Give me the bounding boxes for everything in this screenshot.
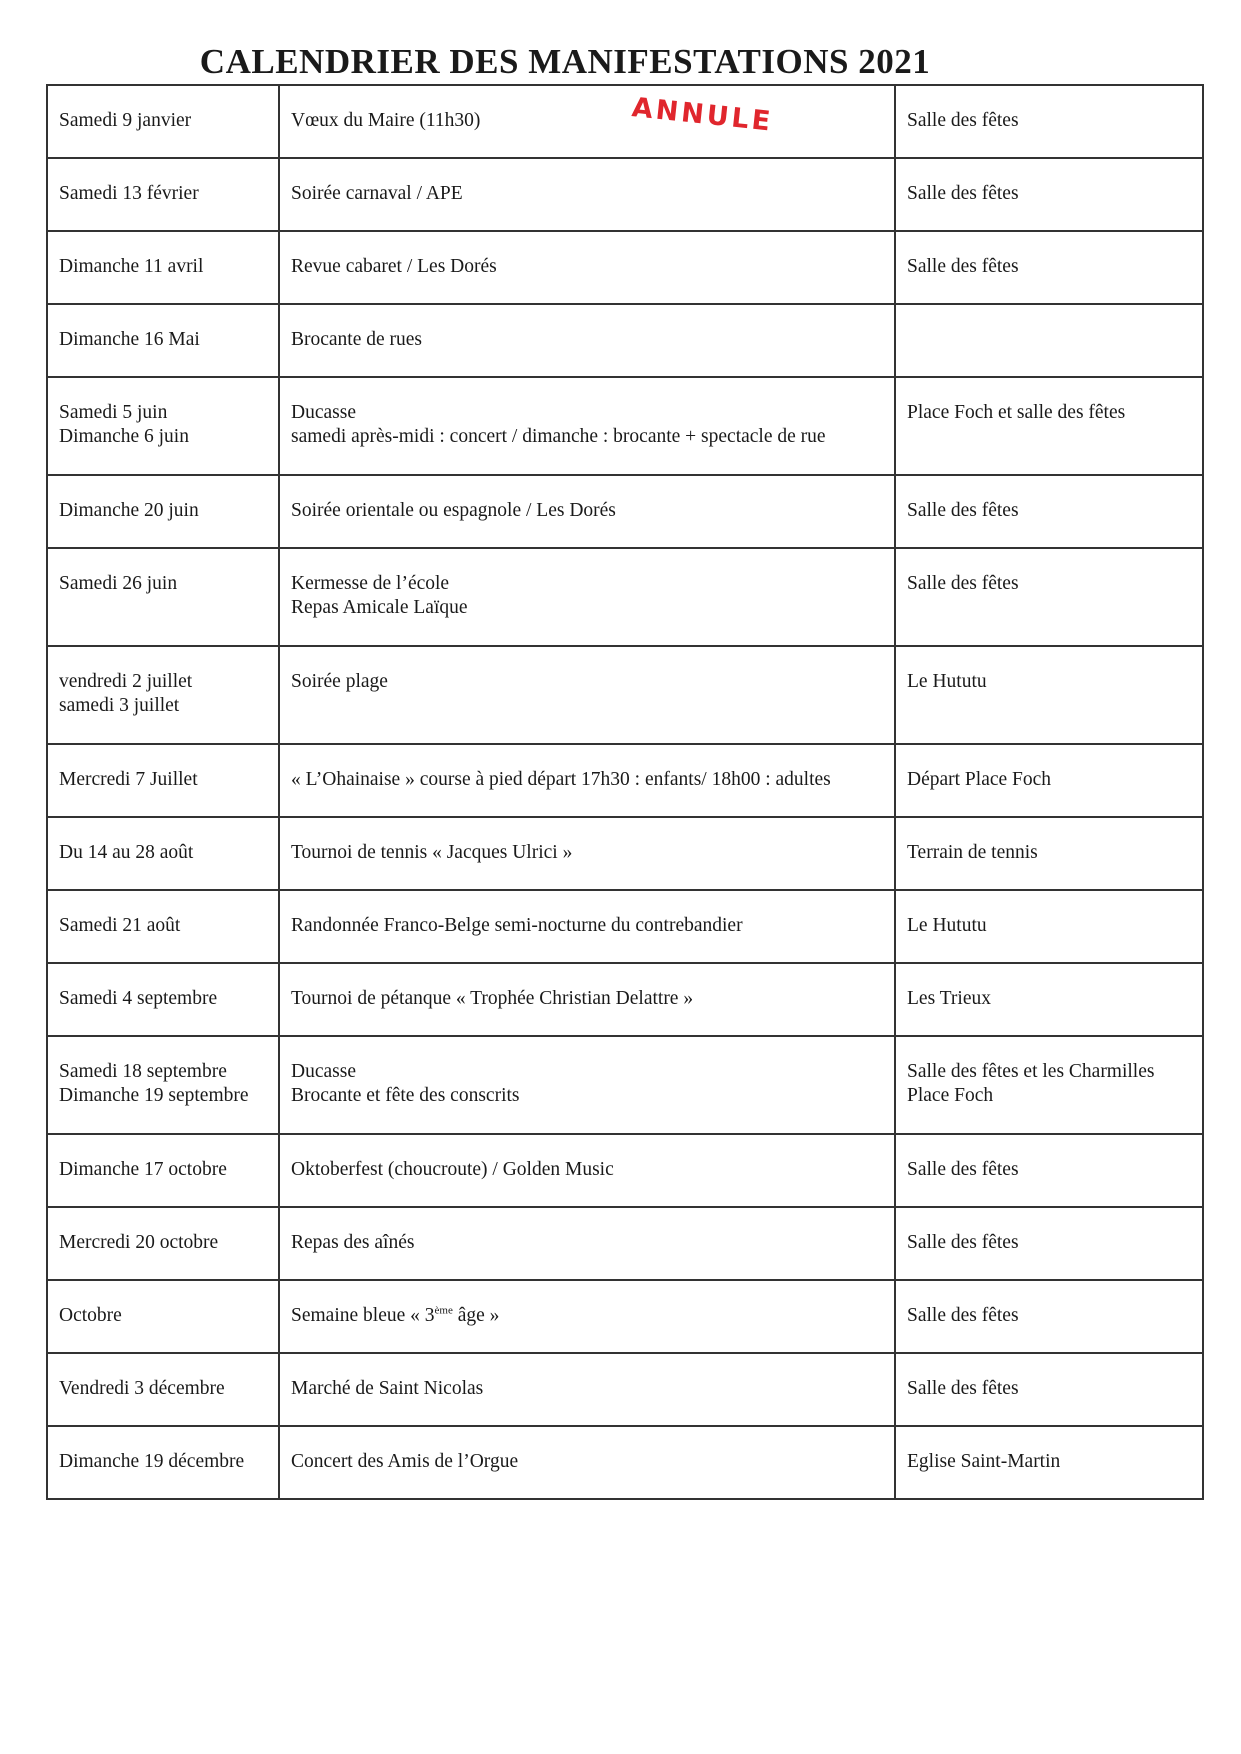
event-text: Ducasse <box>291 402 356 423</box>
date-cell <box>47 646 279 744</box>
event-text: Randonnée Franco-Belge semi-nocturne du contrebandier <box>291 915 743 936</box>
date-text: Dimanche 16 Mai <box>59 329 200 350</box>
place-cell <box>895 1207 1203 1280</box>
place-cell <box>895 744 1203 817</box>
date-text: Dimanche 19 septembre <box>59 1085 249 1106</box>
place-cell <box>895 1426 1203 1499</box>
date-cell <box>47 890 279 963</box>
event-text: Vœux du Maire (11h30) <box>291 110 481 131</box>
date-text: Samedi 21 août <box>59 915 181 936</box>
event-cell <box>279 646 895 744</box>
table-row <box>47 646 1203 744</box>
place-text: Salle des fêtes <box>907 1159 1019 1180</box>
place-cell <box>895 475 1203 548</box>
date-text: Dimanche 20 juin <box>59 500 199 521</box>
place-cell <box>895 817 1203 890</box>
place-text: Terrain de tennis <box>907 842 1038 863</box>
place-cell <box>895 377 1203 475</box>
date-text: Dimanche 6 juin <box>59 426 189 447</box>
event-cell <box>279 158 895 231</box>
cancelled-stamp: ANNULE <box>630 92 775 138</box>
place-text: Salle des fêtes <box>907 256 1019 277</box>
event-cell <box>279 85 895 158</box>
place-text: Le Hututu <box>907 671 987 692</box>
event-text: Semaine bleue « 3ème âge » <box>291 1304 500 1326</box>
event-text: Revue cabaret / Les Dorés <box>291 256 497 277</box>
event-cell <box>279 890 895 963</box>
event-cell <box>279 1036 895 1134</box>
date-cell <box>47 475 279 548</box>
table-row <box>47 817 1203 890</box>
event-text: Concert des Amis de l’Orgue <box>291 1451 519 1472</box>
date-cell <box>47 377 279 475</box>
event-text: Repas des aînés <box>291 1232 415 1253</box>
place-cell <box>895 1036 1203 1134</box>
place-cell <box>895 231 1203 304</box>
date-text: Dimanche 19 décembre <box>59 1451 245 1472</box>
event-text: Tournoi de tennis « Jacques Ulrici » <box>291 842 573 863</box>
event-text: Soirée carnaval / APE <box>291 183 463 204</box>
place-cell <box>895 646 1203 744</box>
table-row <box>47 744 1203 817</box>
date-cell <box>47 548 279 646</box>
event-cell <box>279 304 895 377</box>
date-text: samedi 3 juillet <box>59 695 180 716</box>
date-cell <box>47 744 279 817</box>
place-cell <box>895 1134 1203 1207</box>
event-cell <box>279 1353 895 1426</box>
place-cell <box>895 963 1203 1036</box>
place-text: Salle des fêtes <box>907 1378 1019 1399</box>
event-text: Brocante de rues <box>291 329 423 350</box>
event-cell <box>279 377 895 475</box>
table-row <box>47 963 1203 1036</box>
place-cell <box>895 1280 1203 1353</box>
event-cell <box>279 817 895 890</box>
date-cell <box>47 304 279 377</box>
table-row <box>47 1134 1203 1207</box>
date-text: Octobre <box>59 1305 122 1326</box>
event-text: Soirée orientale ou espagnole / Les Dorés <box>291 500 616 521</box>
place-text: Place Foch et salle des fêtes <box>907 402 1126 423</box>
table-row <box>47 475 1203 548</box>
table-row <box>47 1207 1203 1280</box>
place-text: Salle des fêtes <box>907 1232 1019 1253</box>
event-cell <box>279 231 895 304</box>
place-text: Les Trieux <box>907 988 991 1009</box>
event-cell <box>279 744 895 817</box>
date-text: Samedi 9 janvier <box>59 110 192 131</box>
event-text: Oktoberfest (choucroute) / Golden Music <box>291 1159 614 1180</box>
table-row <box>47 377 1203 475</box>
date-text: Samedi 18 septembre <box>59 1061 227 1082</box>
date-text: Samedi 4 septembre <box>59 988 218 1009</box>
place-text: Salle des fêtes et les Charmilles <box>907 1061 1155 1082</box>
place-cell <box>895 1353 1203 1426</box>
table-row <box>47 231 1203 304</box>
event-text: Kermesse de l’école <box>291 573 450 594</box>
place-text: Le Hututu <box>907 915 987 936</box>
date-cell <box>47 158 279 231</box>
date-cell <box>47 1426 279 1499</box>
place-text: Eglise Saint-Martin <box>907 1451 1061 1472</box>
date-cell <box>47 85 279 158</box>
date-text: vendredi 2 juillet <box>59 671 193 692</box>
event-text: Soirée plage <box>291 671 388 692</box>
place-text: Salle des fêtes <box>907 573 1019 594</box>
date-cell <box>47 1134 279 1207</box>
event-cell <box>279 1280 895 1353</box>
place-cell <box>895 890 1203 963</box>
table-row <box>47 548 1203 646</box>
event-cell <box>279 475 895 548</box>
place-text: Salle des fêtes <box>907 110 1019 131</box>
place-cell <box>895 304 1203 377</box>
table-row <box>47 158 1203 231</box>
date-text: Dimanche 17 octobre <box>59 1159 227 1180</box>
event-text: Brocante et fête des conscrits <box>291 1085 520 1106</box>
date-text: Dimanche 11 avril <box>59 256 204 277</box>
events-table <box>46 84 1204 1500</box>
date-text: Vendredi 3 décembre <box>59 1378 225 1399</box>
table-row <box>47 304 1203 377</box>
place-cell <box>895 548 1203 646</box>
event-text: Marché de Saint Nicolas <box>291 1378 484 1399</box>
event-cell <box>279 548 895 646</box>
date-text: Mercredi 7 Juillet <box>59 769 198 790</box>
event-text: Repas Amicale Laïque <box>291 597 468 618</box>
date-cell <box>47 1280 279 1353</box>
event-text: Tournoi de pétanque « Trophée Christian Delattre » <box>291 988 694 1009</box>
table-row <box>47 85 1203 158</box>
date-cell <box>47 1353 279 1426</box>
event-text: « L’Ohainaise » course à pied départ 17h30 : enfants/ 18h00 : adultes <box>291 769 831 790</box>
place-text: Salle des fêtes <box>907 500 1019 521</box>
event-cell <box>279 1207 895 1280</box>
place-text: Départ Place Foch <box>907 769 1052 790</box>
date-cell <box>47 963 279 1036</box>
date-cell <box>47 817 279 890</box>
place-text: Salle des fêtes <box>907 183 1019 204</box>
event-cell <box>279 963 895 1036</box>
event-text: Ducasse <box>291 1061 356 1082</box>
date-text: Samedi 13 février <box>59 183 199 204</box>
place-text: Salle des fêtes <box>907 1305 1019 1326</box>
date-text: Mercredi 20 octobre <box>59 1232 219 1253</box>
event-cell <box>279 1134 895 1207</box>
place-cell <box>895 158 1203 231</box>
date-text: Samedi 26 juin <box>59 573 178 594</box>
event-cell <box>279 1426 895 1499</box>
table-row <box>47 1353 1203 1426</box>
place-text: Place Foch <box>907 1085 994 1106</box>
table-row <box>47 1036 1203 1134</box>
date-cell <box>47 231 279 304</box>
event-text: samedi après-midi : concert / dimanche : brocante + spectacle de rue <box>291 426 826 447</box>
date-cell <box>47 1207 279 1280</box>
table-row <box>47 890 1203 963</box>
date-text: Samedi 5 juin <box>59 402 168 423</box>
date-cell <box>47 1036 279 1134</box>
place-cell <box>895 85 1203 158</box>
table-row <box>47 1426 1203 1499</box>
page-title: CALENDRIER DES MANIFESTATIONS 2021 <box>199 42 931 81</box>
date-text: Du 14 au 28 août <box>59 842 194 863</box>
table-row <box>47 1280 1203 1353</box>
